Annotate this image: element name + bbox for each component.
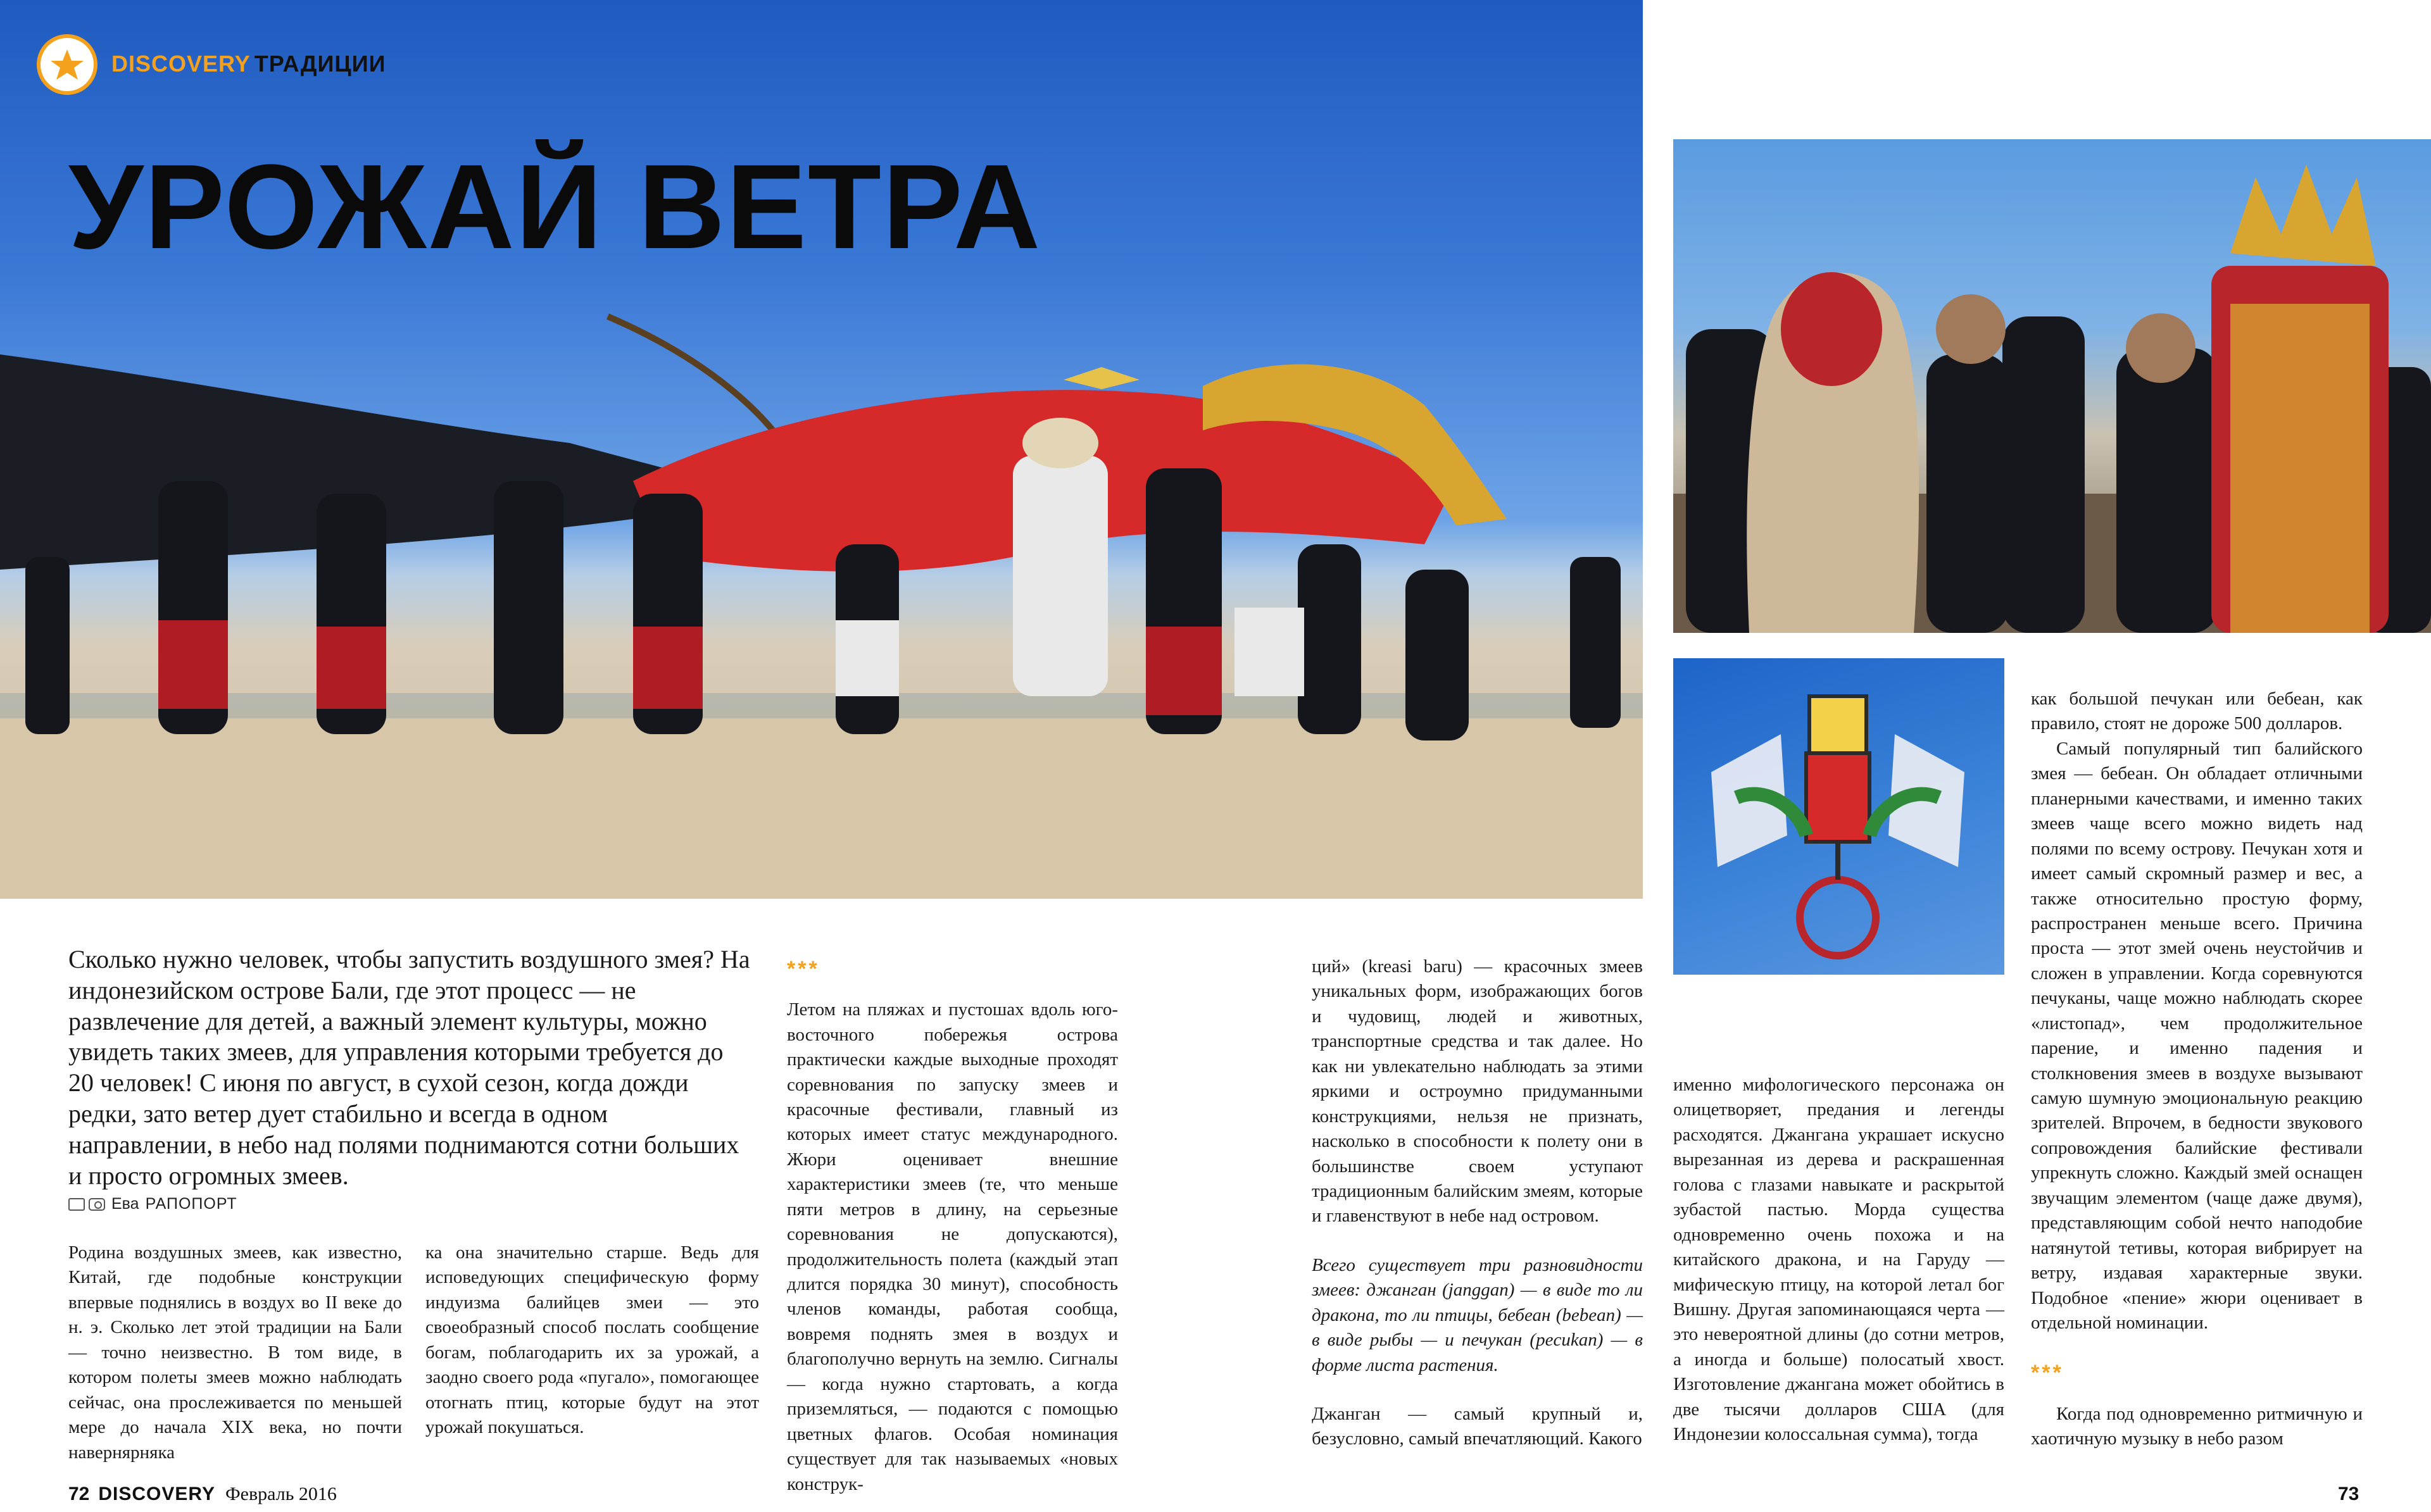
column-2-text: ка она значительно старше. Ведь для исповедующих специфическую форму индуизма балийцев змеи — это своеобразный способ послать сообщение богам, поблагодарить их за урожай, а заодно своего рода «пугало», помогающее отогнать птиц, которые будут на этот урожай покушаться. (425, 1242, 759, 1438)
page-title: УРОЖАЙ ВЕТРА (68, 140, 1042, 274)
column-3-text: Летом на пляжах и пустошах вдоль юго-восточного побережья острова практически каждые выходные проходят соревнования по запуску змеев и красочные фестивали, главный из которых имеет статус международного. Жюри оценивает внешние характеристики змеев (те, что меньше пяти метров в длину, на серьезные соревнования не допускаются), продолжительность полета (каждый этап длится порядка 30 минут), способность членов команды, работая сообща, вовремя поднять змея в воздух и благополучно вернуть на землю. Сигналы — когда нужно стартовать, а когда приземляться, — подаются с помощью цветных флагов. Особая номинация существует для так называемых «новых конструк- (787, 999, 1118, 1494)
lead-paragraph: Сколько нужно человек, чтобы запустить воздушного змея? На индонезийском острове Бали, где этот процесс — не развлечение для детей, а важный элемент культуры, можно увидеть таких змеев, для управления которыми требуется до 20 человек! С июня по август, в сухой сезон, когда дожди редки, зато ветер дует стабильно и всегда в одном направлении, в небо над полями поднимаются сотни больших и просто огромных змеев. (68, 945, 750, 1190)
byline (68, 1195, 237, 1213)
barong-dancers-illustration (1673, 139, 2431, 633)
article-column-2 (425, 1240, 759, 1440)
article-column-5 (1673, 1073, 2004, 1447)
footer-date: Февраль 2016 (225, 1484, 337, 1504)
hero-photo (0, 0, 1643, 899)
article-column-4 (1312, 954, 1643, 1452)
section-divider-stars-2: *** (2031, 1361, 2064, 1385)
column-6-paragraph-1: как большой печукан или бебеан, как правило, стоят не дороже 500 долларов. (2031, 689, 2363, 734)
discovery-badge (37, 34, 97, 95)
column-6-paragraph-3: Когда под одновременно ритмичную и хаотичную музыку в небо разом (2031, 1403, 2363, 1449)
article-column-3 (787, 954, 1118, 1497)
article-column-1 (68, 1240, 402, 1465)
byline-name: Ева (111, 1195, 139, 1213)
hero-photo-illustration (0, 0, 1643, 899)
section-label (111, 51, 386, 77)
barong-dancers-photo (1673, 139, 2431, 633)
column-5-text: именно мифологического персонажа он олицетворяет, предания и легенды расходятся. Джангана украшает искусно вырезанная из дерева и раскрашенная голова с глазами навыкате и раскрытой зубастой пастью. Морда существа одновременно очень похожа и на китайского дракона, и на Гаруду — мифическую птицу, на которой летал бог Вишну. Другая запоминающаяся черта — это невероятной длины (до сотни метров, а иногда и больше) полосатый хвост. Изготовление джангана может обойтись в две тысячи долларов США (для Индонезии колоссальная сумма), тогда (1673, 1075, 2004, 1445)
column-4-paragraph-2: Всего существует три разновидности змеев: джанган (janggan) — в виде то ли дракона, то ли птицы, бебеан (bebean) — в виде рыбы — и печукан (pecukan) — в форме листа растения. (1312, 1254, 1643, 1375)
byline-surname: РАПОПОРТ (145, 1195, 237, 1213)
footer-left (68, 1484, 337, 1505)
page-number-left: 72 (68, 1484, 90, 1504)
camera-icon (89, 1198, 105, 1211)
article-column-6 (2031, 687, 2363, 1451)
footer-magazine: DISCOVERY (98, 1484, 215, 1504)
section-brand: DISCOVERY (111, 51, 251, 77)
column-4-paragraph-1: ций» (kreasi baru) — красочных змеев уникальных форм, изображающих богов и чудовищ, людей и животных, транспортные средства и так далее. Но как ни увлекательно наблюдать за этими яркими и остроумно придуманными конструкциями, нельзя не признать, насколько в способности к полету они в большинстве своем уступают традиционным балийским змеям, которые и главенствуют в небе над островом. (1312, 956, 1643, 1227)
star-badge-icon (48, 46, 86, 84)
section-topic: ТРАДИЦИИ (254, 51, 386, 77)
section-divider-stars: *** (787, 957, 820, 981)
figure-kite-illustration (1673, 658, 2004, 975)
text-icon (68, 1198, 85, 1211)
column-4-paragraph-3: Джанган — самый крупный и, безусловно, самый впечатляющий. Какого (1312, 1404, 1643, 1449)
kite-photo (1673, 658, 2004, 975)
column-6-paragraph-2: Самый популярный тип балийского змея — бебеан. Он обладает отличными планерными качествами, и именно таких змеев чаще всего можно видеть над полями по всему острову. Печукан хотя и имеет самый скромный размер и вес, а также относительно простую форму, распространен меньше всего. Причина проста — этот змей очень неустойчив и сложен в управлении. Когда соревнуются печуканы, чаще можно наблюдать скорее «листопад», чем продолжительное парение, и именно падения и столкновения змеев в воздухе вызывают самую шумную эмоциональную реакцию зрителей. Впрочем, в бедности звукового сопровождения балийские фестивали упрекнуть сложно. Каждый змей оснащен звучащим элементом (чаще даже двумя), представляющим собой нечто наподобие натянутой тетивы, которая вибрирует на ветру, издавая характерные звуки. Подобное «пение» жюри оценивает в отдельной номинации. (2031, 738, 2363, 1333)
column-1-text: Родина воздушных змеев, как известно, Китай, где подобные конструкции впервые поднялись в воздух во II веке до н. э. Сколько лет этой традиции на Бали — точно неизвестно. В том виде, в котором полеты змеев можно наблюдать сейчас, она прослеживается по меньшей мере до начала XIX века, но почти навернярняка (68, 1242, 402, 1463)
page-number-right: 73 (2338, 1484, 2359, 1504)
